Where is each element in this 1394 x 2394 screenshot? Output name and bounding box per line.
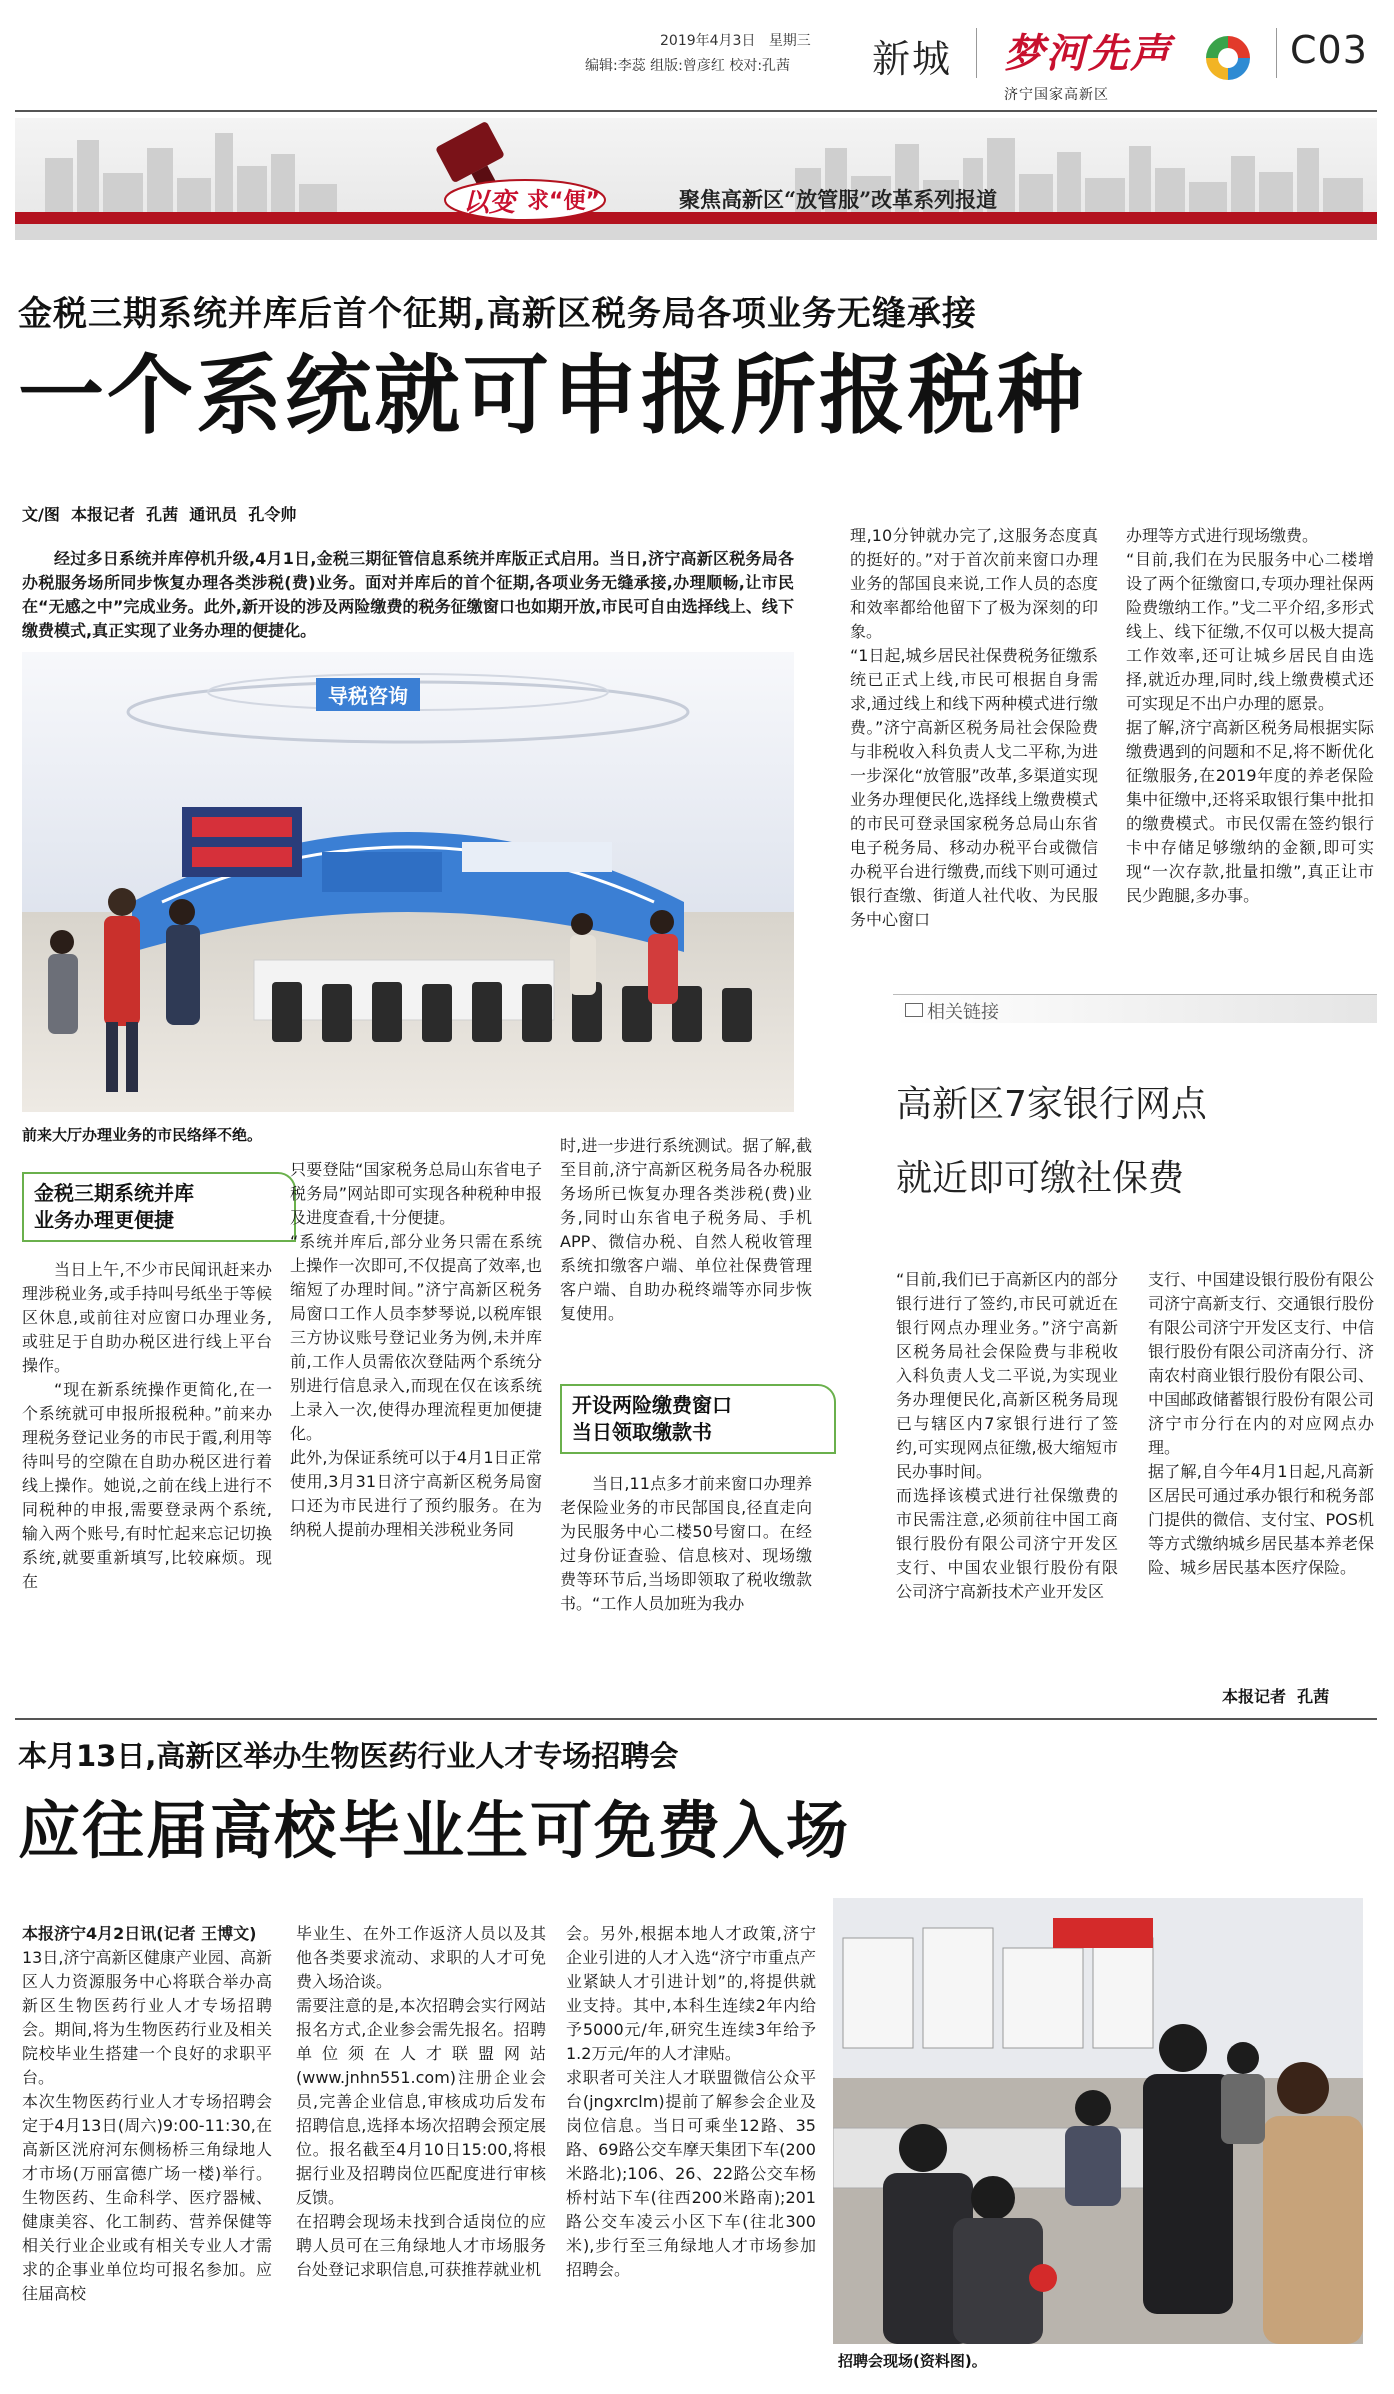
paper-name-logo: 梦河先声 [1004,30,1172,77]
article2-col-1 [22,1898,272,2368]
tax-hall-photo [22,652,794,1112]
page-number: C03 [1290,28,1368,72]
article1-col-c-bottom-text: 当日,11点多才前来窗口办理养老保险业务的市民郜国良,径直走向为民服务中心二楼50号窗口。在经过身份证查验、信息核对、现场缴费等环节后,当场即领取了税收缴款书。“工作人员加班为我办 [560,1474,812,1613]
sidebar-title-1: 高新区7家银行网点 [896,1084,1207,1125]
article1-col-a-p1: 当日上午,不少市民闻讯赶来办理涉税业务,或手持叫号纸坐于等候区休息,或前往对应窗口办理业务,或驻足于自助办税区进行线上平台操作。 [22,1260,272,1375]
article1-lead-text: 经过多日系统并库停机升级,4月1日,金税三期征管信息系统并库版正式启用。当日,济宁高新区税务局各办税服务场所同步恢复办理各类涉税(费)业务。面对并库后的首个征期,各项业务无缝承接,办理顺畅,让市民在“无感之中”完成业务。此外,新开设的涉及两险缴费的税务征缴窗口也如期开放,市民可自由选择线上、线下缴费模式,真正实现了业务办理的便捷化。 [22,549,794,640]
article2-col-1-text: 13日,济宁高新区健康产业园、高新区人力资源服务中心将联合举办高新区生物医药行业人才专场招聘会。期间,将为生物医药行业及相关院校毕业生搭建一个良好的求职平台。 本次生物医药行业人才专场招聘会定于4月13日(周六)9:00-11:30,在高新区洸府河东侧杨桥三角绿地人才市场(万丽富德广场一楼)举行。生物医药、生命科学、医疗器械、健康美容、化工制药、营养保健等相关行业企业或有相关专业人才需求的企事业单位均可报名参加。应往届高校 [22,1948,272,2303]
tax-hall-photo-caption: 前来大厅办理业务的市民络绎不绝。 [22,1126,263,1144]
related-link-label: 相关链接 [927,1002,999,1023]
paper-sub: 济宁国家高新区 [1004,87,1109,103]
series-title: 聚焦高新区“放管服”改革系列报道 [679,187,998,212]
subhead-insurance-window-text: 开设两险缴费窗口 当日领取缴款书 [572,1393,732,1444]
article1-col-c-top-text: 时,进一步进行系统测试。据了解,截至目前,济宁高新区税务局各办税服务场所已恢复办理各类涉税(费)业务,同时山东省电子税务局、手机APP、微信办税、自然人税收管理系统扣缴客户端、单位社保费管理客户端、自助办税终端等亦同步恢复使用。 [560,1136,812,1323]
article1-col-b [290,1134,542,1714]
article1-col-c-bottom [560,1472,812,1712]
article1-col-b-text: 只要登陆“国家税务总局山东省电子税务局”网站即可实现各种税种申报及进度查看,十分便捷。 “系统并库后,部分业务只需在系统上操作一次即可,不仅提高了效率,也缩短了办理时间。”济宁高新区税务局窗口工作人员李梦琴说,以税库银三方协议账号登记业务为例,未并库前,工作人员需依次登陆两个系统分别进行信息录入,而现在仅在该系统上录入一次,使得办理流程更加便捷化。 此外,为保证系统可以于4月1日正常使用,3月31日济宁高新区税务局窗口还为市民进行了预约服务。在为纳税人提前办理相关涉税业务同 [290,1160,542,1539]
masthead-divider [976,28,977,78]
article1-col-d-text: 理,10分钟就办完了,这服务态度真的挺好的。”对于首次前来窗口办理业务的郜国良来说,工作人员的态度和效率都给他留下了极为深刻的印象。 “1日起,城乡居民社保费税务征缴系统已正式上线,市民可根据自身需求,通过线上和线下两种模式进行缴费。”济宁高新区税务局社会保险费与非税收入科负责人戈二平称,为进一步深化“放管服”改革,多渠道实现业务办理便民化,选择线上缴费模式的市民可登录国家税务总局山东省电子税务局、移动办税平台或微信办税平台进行缴费,而线下则可通过银行查缴、街道人社代收、为民服务中心窗口 [850,526,1098,929]
article1-headline: 一个系统就可申报所报税种 [18,346,1086,446]
article1-col-a-p2: “现在新系统操作更简化,在一个系统就可申报所报税种。”前来办理税务登记业务的市民于霞,利用等待叫号的空隙在自助办税区进行着线上操作。她说,之前在线上进行不同税种的申报,需要登录两个系统,输入两个账号,有时忙起来忘记切换系统,就要重新填写,比较麻烦。现在 [22,1380,272,1591]
article2-col-2 [296,1898,546,2368]
sidebar-sign: 本报记者 孔茜 [1222,1687,1330,1706]
series-banner [15,118,1377,240]
sidebar-title-2: 就近即可缴社保费 [896,1158,1185,1199]
article1-col-a [22,1258,272,1710]
article1-col-d [850,500,1098,978]
article2-headline: 应往届高校毕业生可免费入场 [18,1794,851,1867]
subhead-system-merge [22,1172,296,1242]
article1-kicker: 金税三期系统并库后首个征期,高新区税务局各项业务无缝承接 [18,294,977,334]
banner-stamp-text-2: 求“便” [527,189,600,214]
article1-col-e [1126,500,1374,978]
article2-lead-bold: 本报济宁4月2日讯(记者 王博文) [22,1924,257,1943]
editors-line: 编辑:李蕊 组版:曾彦红 校对:孔茜 [585,58,791,74]
article2-col-3 [566,1898,816,2368]
article1-byline: 文/图 本报记者 孔茜 通讯员 孔令帅 [22,505,297,524]
brand-logo-icon [1203,33,1253,83]
subhead-system-merge-text: 金税三期系统并库 业务办理更便捷 [34,1181,194,1232]
masthead-divider-2 [1276,28,1277,78]
related-link-bar [893,994,1377,1023]
job-fair-photo [833,1898,1363,2344]
article1-lead [22,547,794,647]
article2-col-3-text: 会。另外,根据本地人才政策,济宁企业引进的人才入选“济宁市重点产业紧缺人才引进计划”的,将提供就业支持。其中,本科生连续2年内给予5000元/年,研究生连续3年给予1.2万元/年的人才津贴。 求职者可关注人才联盟微信公众平台(jngxrclm)提前了解参会企业及岗位信息。当日可乘坐12路、35路、69路公交车摩天集团下车(200米路北);106、26、22路公交车杨桥村站下车(往西200米路南);201路公交车凌云小区下车(往北300米),步行至三角绿地人才市场参加招聘会。 [566,1924,816,2279]
photo-sign-text: 导税咨询 [316,678,420,711]
article2-col-2-text: 毕业生、在外工作返济人员以及其他各类要求流动、求职的人才可免费入场洽谈。 需要注意的是,本次招聘会实行网站报名方式,企业参会需先报名。招聘单位须在人才联盟网站(www.jnhn551.com)注册企业会员,完善企业信息,审核成功后发布招聘信息,选择本场次招聘会预定展位。报名截至4月10日15:00,将根据行业及招聘岗位匹配度进行审核反馈。 在招聘会现场未找到合适岗位的应聘人员可在三角绿地人才市场服务台处登记求职信息,可获推荐就业机 [296,1924,546,2279]
section-divider [15,1718,1377,1720]
issue-date [660,30,811,50]
sidebar-col-2 [1148,1244,1374,1662]
sidebar-col-2-text: 支行、中国建设银行股份有限公司济宁高新支行、交通银行股份有限公司济宁开发区支行、中信银行股份有限公司济南分行、济南农村商业银行股份有限公司、中国邮政储蓄银行股份有限公司济宁市分行在内的对应网点办理。 据了解,自今年4月1日起,凡高新区居民可通过承办银行和税务部门提供的微信、支付宝、POS机等方式缴纳城乡居民基本养老保险、城乡居民基本医疗保险。 [1148,1270,1374,1577]
banner-stamp-text: 以变 [463,188,516,218]
article1-col-e-text: 办理等方式进行现场缴费。 “目前,我们在为民服务中心二楼增设了两个征缴窗口,专项办理社保两险费缴纳工作。”戈二平介绍,多形式线上、线下征缴,不仅可以极大提高工作效率,还可让城乡居民自由选择,就近办理,同时,线上缴费模式还可实现足不出户办理的愿景。 据了解,济宁高新区税务局根据实际缴费遇到的问题和不足,将不断优化征缴服务,在2019年度的养老保险集中征缴中,还将采取银行集中批扣的缴费模式。市民仅需在签约银行卡中存储足够缴纳的金额,即可实现“一次存款,批量扣缴”,真正让市民少跑腿,多办事。 [1126,526,1374,905]
date-text: 2019年4月3日 [660,33,756,49]
article1-col-c-top [560,1134,812,1374]
related-link-icon [905,1003,923,1017]
masthead-rule [15,110,1377,112]
section-name: 新城 [872,37,953,81]
sidebar-col-1-text: “目前,我们已于高新区内的部分银行进行了签约,市民可就近在银行网点办理业务。”济宁高新区税务局社会保险费与非税收入科负责人戈二平说,为实现业务办理便民化,高新区税务局现已与辖区内7家银行进行了签约,可实现网点征缴,极大缩短市民办事时间。 而选择该模式进行社保缴费的市民需注意,必须前往中国工商银行股份有限公司济宁开发区支行、中国农业银行股份有限公司济宁高新技术产业开发区 [896,1270,1118,1601]
article2-kicker: 本月13日,高新区举办生物医药行业人才专场招聘会 [18,1739,679,1773]
weekday-text: 星期三 [768,33,811,49]
sidebar-col-1 [896,1244,1118,1712]
job-fair-photo-caption: 招聘会现场(资料图)。 [838,2352,987,2370]
subhead-insurance-window [560,1384,836,1454]
